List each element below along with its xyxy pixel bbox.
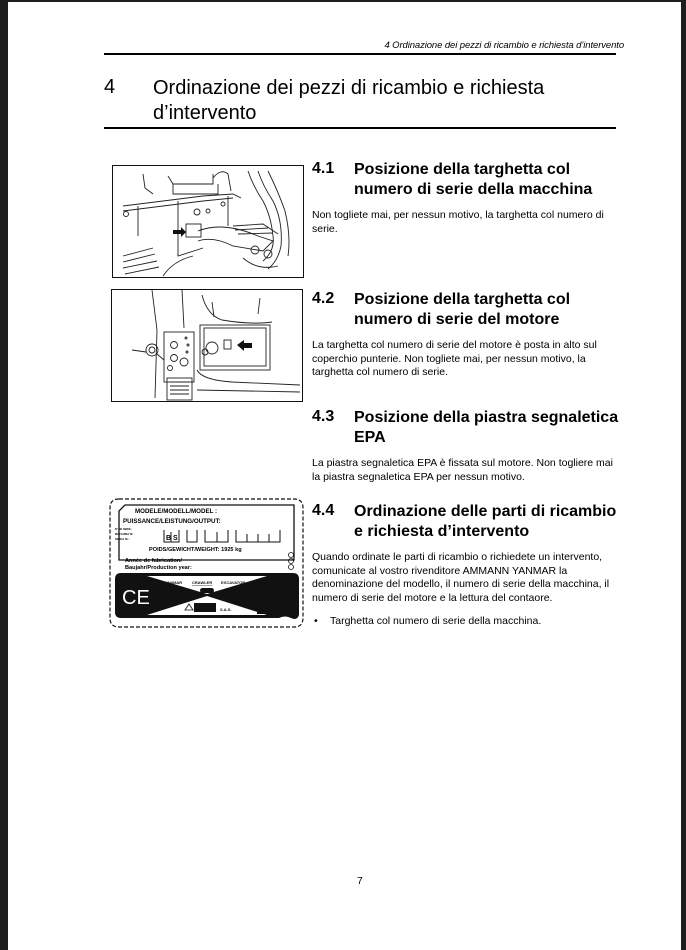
figure-machine-serial-plate bbox=[107, 497, 306, 629]
figure-engine-serial-plate-position bbox=[111, 289, 303, 402]
section-title: Posizione della targhetta col numero di serie del motore bbox=[354, 291, 571, 328]
bullet-text: Targhetta col numero di serie della macchina. bbox=[330, 615, 542, 627]
plate-type-2: EXCAVATOR bbox=[221, 580, 246, 585]
section-4-2 bbox=[312, 290, 622, 380]
plate-serial-prefix-s: S bbox=[173, 535, 178, 542]
ce-mark-icon: CE bbox=[122, 587, 150, 609]
bullet-icon: • bbox=[314, 615, 318, 627]
section-4-4 bbox=[312, 502, 622, 629]
plate-type-1: CRAWLER bbox=[192, 580, 213, 585]
section-title: Posizione della piastra segnaletica EPA bbox=[354, 409, 619, 446]
chapter-title: Ordinazione dei pezzi di ricambio e richiesta d’intervento bbox=[153, 77, 545, 124]
plate-code bbox=[257, 612, 271, 614]
section-4-3 bbox=[312, 408, 622, 484]
engine-illustration bbox=[112, 290, 302, 401]
plate-year-label-2: Baujahr/Production year: bbox=[125, 565, 192, 571]
pointer-arrow-icon bbox=[237, 340, 252, 351]
section-4-1 bbox=[312, 160, 622, 236]
page-number: 7 bbox=[357, 875, 363, 887]
section-body: La piastra segnaletica EPA è fissata sul motore. Non togliere mai la piastra segnaletica EPA per nessun motivo. bbox=[312, 457, 613, 483]
plate-serial-label-1: N° DE SERIE: bbox=[115, 528, 132, 531]
plate-model-label: MODELE/MODELL/MODEL : bbox=[135, 508, 218, 515]
bullet-item bbox=[312, 615, 622, 629]
plate-output-label: PUISSANCE/LEISTUNG/OUTPUT: bbox=[123, 518, 221, 525]
section-number: 4.4 bbox=[312, 502, 335, 519]
plate-serial-label-3: SERIAL Nr.: bbox=[115, 538, 130, 541]
section-number: 4.3 bbox=[312, 408, 335, 425]
section-title: Posizione della targhetta col numero di serie della macchina bbox=[354, 161, 593, 198]
section-body: Non togliete mai, per nessun motivo, la targhetta col numero di serie. bbox=[312, 209, 604, 235]
figure-machine-serial-plate-position bbox=[112, 165, 304, 278]
section-number: 4.2 bbox=[312, 290, 335, 307]
machine-illustration bbox=[113, 166, 303, 277]
section-body: Quando ordinate le parti di ricambio o richiedete un intervento, comunicate al vostro rivenditore AMMANN YANMAR la denominazione del modello, il numero di serie della macchina, il numero di serie del motore e la lettura del contaore. bbox=[312, 551, 610, 604]
plate-year-label-1: Année de fabrication/ bbox=[125, 558, 182, 564]
section-body: La targhetta col numero di serie del motore è posta in alto sul coperchio punterie. Non togliete mai, per nessun motivo, la targhetta col numero di serie. bbox=[312, 339, 597, 378]
section-title: Ordinazione delle parti di ricambio e richiesta d’intervento bbox=[354, 503, 617, 540]
chapter-number: 4 bbox=[104, 76, 116, 98]
document-page bbox=[8, 2, 681, 950]
chapter-rule bbox=[104, 127, 616, 129]
pointer-arrow-icon bbox=[173, 227, 186, 237]
section-number: 4.1 bbox=[312, 160, 335, 177]
running-header: 4 Ordinazione dei pezzi di ricambio e richiesta d’intervento bbox=[384, 40, 624, 51]
plate-serial-label-2: MACCHINA Nr: bbox=[115, 533, 134, 536]
plate-company-suffix: S.A.S. bbox=[220, 607, 232, 612]
plate-badge bbox=[200, 588, 214, 593]
company-logo-block bbox=[194, 603, 216, 612]
plate-weight-label: POIDS/GEWICHT/WEIGHT: 1925 kg bbox=[149, 547, 242, 553]
plate-serial-prefix-b: B bbox=[166, 535, 172, 542]
header-rule bbox=[104, 53, 616, 55]
plate-brand: YANMAR bbox=[165, 580, 183, 585]
